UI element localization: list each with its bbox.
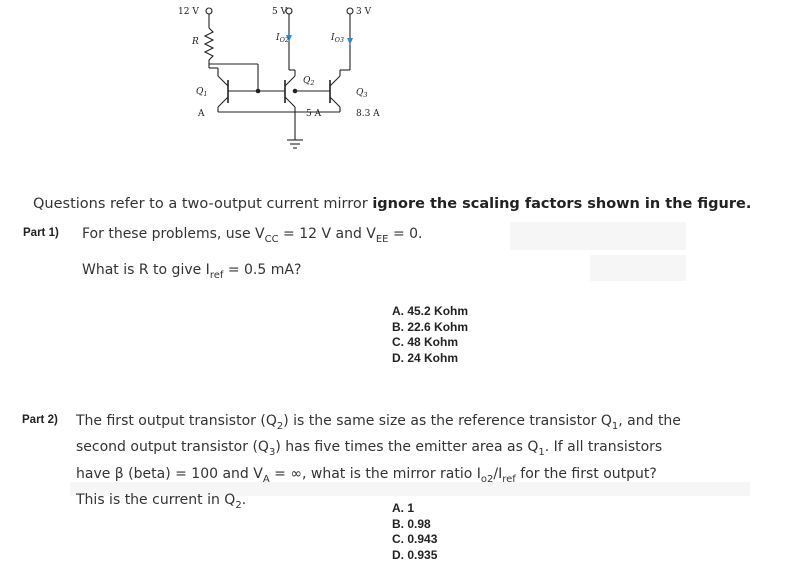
current-mirror-schematic (150, 0, 410, 160)
label-io3: $I_{O3}$ (331, 33, 345, 44)
intro-emphasis: ignore the scaling factors shown in the figure. (372, 196, 752, 212)
part1-label: Part 1) (23, 227, 59, 239)
label-q2: $Q_2$ (303, 76, 315, 87)
label-io2: $I_{O2}$ (276, 33, 290, 44)
label-node-a: A (198, 109, 205, 119)
label-q3: $Q_3$ (356, 88, 368, 99)
resistor-r (205, 28, 213, 60)
part2-question: The first output transistor $(Q_2)$ is the same size as the reference transistor $Q_1$, and the second output transistor $(Q_3)$ has five times the emitter area as $Q_1$. If all transistors have β (beta) = 100 and $V_A$ = ∞, what is the mirror ratio $I_{o2}/I_{ref}$ for the first output? This is the current in $Q_2$. (76, 413, 681, 511)
faint-band (510, 222, 686, 250)
label-3v: 3 V (356, 7, 372, 17)
choice-item[interactable]: B. 0.98 (392, 516, 431, 531)
choice-item[interactable]: A. 45.2 Kohm (392, 304, 469, 318)
choice-item[interactable]: C. 48 Kohm (392, 335, 459, 349)
junction-dot (256, 89, 261, 94)
choice-item[interactable]: D. 24 Kohm (392, 350, 459, 365)
part1-choices (392, 304, 468, 366)
part1-line1: For these problems, use $V_{CC} = 12$ V and $V_{EE} = 0$. (82, 226, 423, 245)
label-12v: 12 V (178, 7, 199, 17)
supply-terminal-3v (347, 8, 353, 14)
junction-dot (293, 89, 298, 94)
part2-label: Part 2) (22, 414, 58, 426)
part2-choices (392, 501, 437, 563)
part1-question: What is R to give $I_{ref} = 0.5$ mA? (82, 262, 302, 281)
supply-terminal-12v (206, 8, 212, 14)
choice-item[interactable]: B. 22.6 Kohm (392, 319, 469, 334)
choice-item[interactable]: C. 0.943 (392, 532, 438, 546)
intro-text: Questions refer to a two-output current mirror ignore the scaling factors shown in the figure. (33, 196, 752, 212)
choice-item[interactable]: A. 1 (392, 501, 415, 515)
label-q1: $Q_1$ (196, 87, 208, 98)
choice-item[interactable]: D. 0.935 (392, 547, 438, 562)
label-r: R (192, 37, 199, 47)
io3-arrow (347, 38, 353, 45)
label-area-q3: 8.3 A (356, 109, 380, 119)
label-5v: 5 V (272, 7, 288, 17)
faint-band (590, 255, 686, 281)
label-area-q2: 5 A (306, 109, 322, 119)
